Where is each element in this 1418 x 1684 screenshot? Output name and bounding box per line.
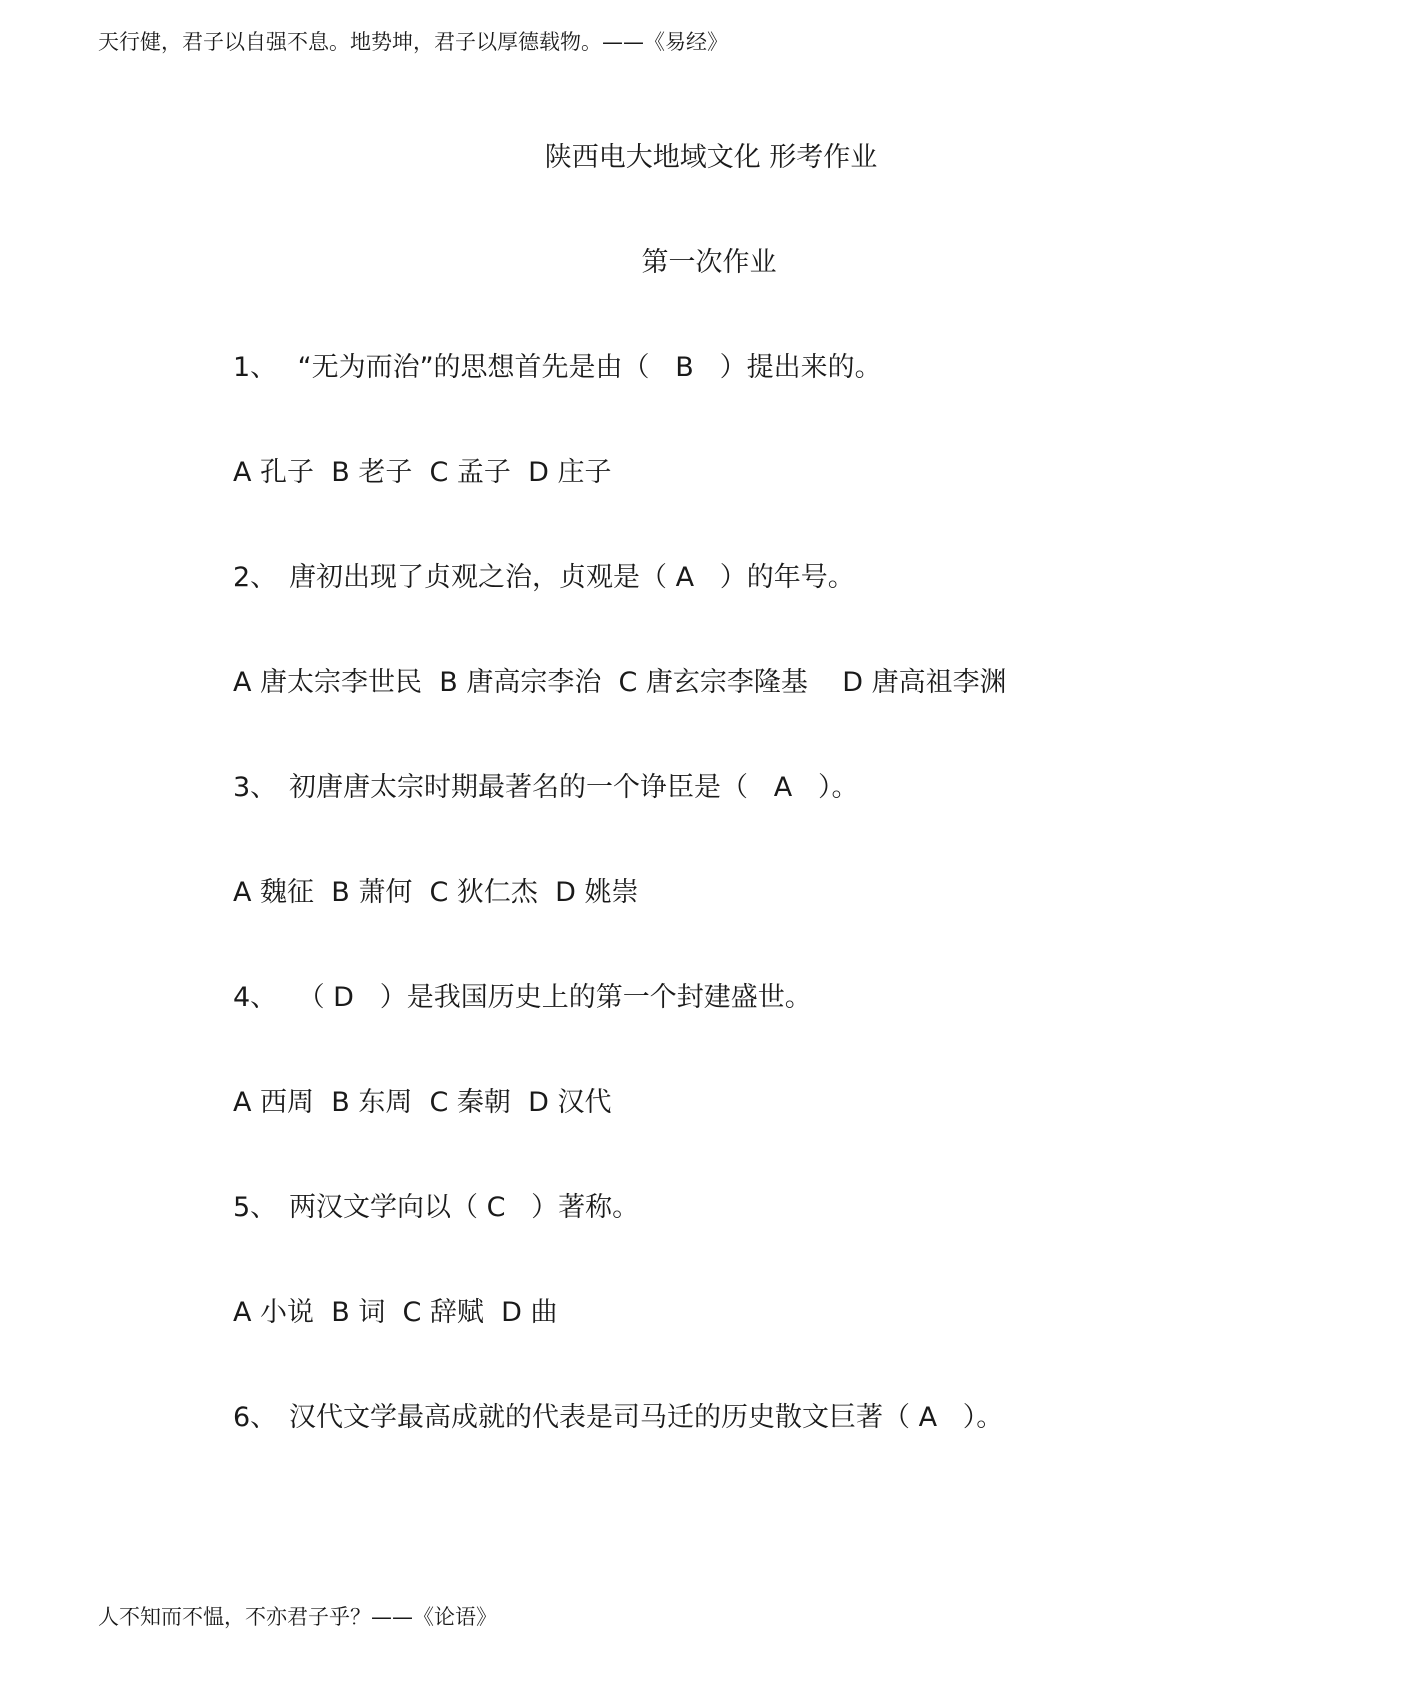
question-text: “无为而治”的思想首先是由（ B ）提出来的。 — [289, 352, 882, 383]
question-number: 4、 — [233, 982, 278, 1013]
question-text: 两汉文学向以（ C ）著称。 — [289, 1192, 640, 1223]
document-title: 陕西电大地域文化 形考作业 — [544, 142, 878, 173]
question-number: 2、 — [233, 562, 278, 593]
question-1 — [233, 350, 882, 386]
question-4-options: A 西周 B 东周 C 秦朝 D 汉代 — [233, 1087, 612, 1118]
question-2-options: A 唐太宗李世民 B 唐高宗李治 C 唐玄宗李隆基 D 唐高祖李渊 — [233, 667, 1007, 698]
question-number: 3、 — [233, 772, 278, 803]
question-2 — [233, 560, 855, 596]
question-5-options: A 小说 B 词 C 辞赋 D 曲 — [233, 1297, 558, 1328]
question-number: 6、 — [233, 1402, 278, 1433]
question-3-options: A 魏征 B 萧何 C 狄仁杰 D 姚崇 — [233, 877, 639, 908]
question-4 — [233, 980, 812, 1016]
question-1-options: A 孔子 B 老子 C 孟子 D 庄子 — [233, 457, 612, 488]
question-5 — [233, 1190, 639, 1226]
question-6 — [233, 1400, 1003, 1436]
document-subtitle: 第一次作业 — [641, 247, 777, 278]
footer-quote: 人不知而不愠，不亦君子乎？——《论语》 — [98, 1605, 497, 1629]
question-text: 初唐唐太宗时期最著名的一个诤臣是（ A ）。 — [289, 772, 859, 803]
question-text: 汉代文学最高成就的代表是司马迁的历史散文巨著（ A ）。 — [289, 1402, 1004, 1433]
question-number: 5、 — [233, 1192, 278, 1223]
question-number: 1、 — [233, 352, 278, 383]
question-3 — [233, 770, 858, 806]
header-quote: 天行健，君子以自强不息。地势坤，君子以厚德载物。——《易经》 — [98, 30, 728, 54]
question-text: 唐初出现了贞观之治，贞观是（ A ）的年号。 — [289, 562, 855, 593]
question-text: （ D ）是我国历史上的第一个封建盛世。 — [289, 982, 812, 1013]
